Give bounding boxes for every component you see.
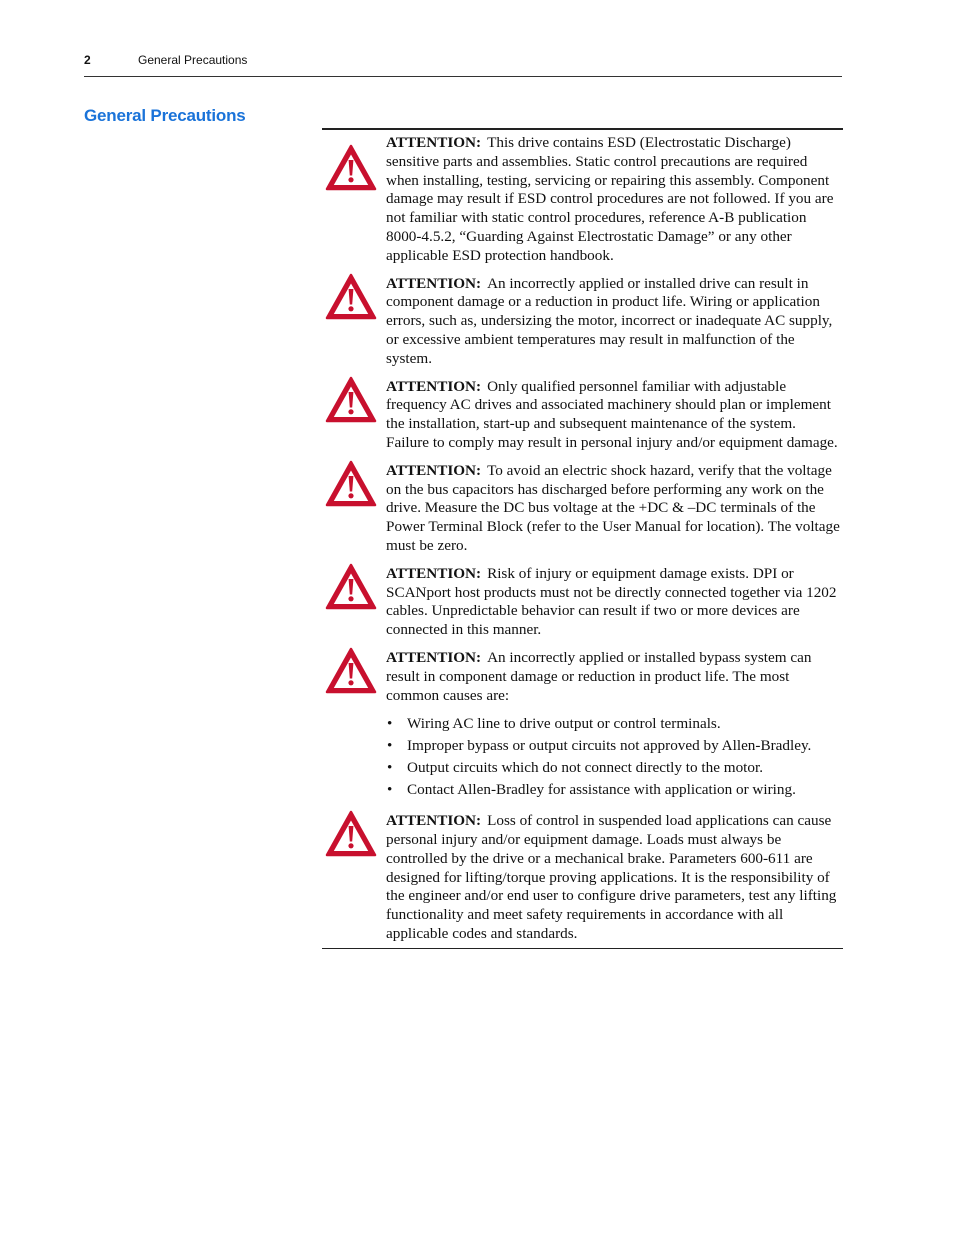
notice-text: Loss of control in suspended load applications can cause personal injury and/or equipment damage. Loads must always be controlled by the drive or a mechanical brake. Parameters 600-611 are designed for lifting/torque proving applications. It is the responsibility of the engineer and/or end user to configure drive parameters, test any lifting functionality and meet safety requirements in accordance with all applicable codes and standards. [386,812,837,943]
warning-triangle-icon [325,810,377,858]
attention-label: ATTENTION: [386,461,482,479]
attention-notice-misapplication [322,275,843,369]
running-title: General Precautions [138,53,248,67]
attention-notice-qualified-personnel [322,378,843,453]
notice-text: An incorrectly applied or installed drive can result in component damage or a reduction in product life. Wiring or application errors, such as, undersizing the motor, incorrect or inadequate AC supply, or excessive ambient temperatures may result in malfunction of the system. [386,274,833,367]
list-item: • Wiring AC line to drive output or control terminals. [386,715,841,734]
attention-notice-bypass [322,649,843,803]
warning-triangle-icon [325,647,377,695]
attention-label: ATTENTION: [386,377,482,395]
notice-text: To avoid an electric shock hazard, verify that the voltage on the bus capacitors has discharged before performing any work on the drive. Measure the DC bus voltage at the +DC & –DC terminals of the Power Terminal Block (refer to the User Manual for location). The voltage must be zero. [386,461,840,554]
attention-label: ATTENTION: [386,564,482,582]
attention-label: ATTENTION: [386,274,482,292]
section-title: General Precautions [84,106,246,125]
notice-text: Risk of injury or equipment damage exists. DPI or SCANport host products must not be directly connected together via 1202 cables. Unpredictable behavior can result if two or more devices are connected in this manner. [386,564,837,639]
warning-triangle-icon [325,273,377,321]
attention-label: ATTENTION: [386,812,482,830]
warning-triangle-icon [325,460,377,508]
attention-notices [322,128,843,949]
notice-text: This drive contains ESD (Electrostatic Discharge) sensitive parts and assemblies. Static control precautions are required when installing, testing, servicing or repairing this assembly. Component damage may result if ESD control procedures are not followed. If you are not familiar with static control procedures, reference A-B publication 8000-4.5.2, “Guarding Against Electrostatic Damage” or any other applicable ESD protection handbook. [386,134,834,264]
attention-notice-dpi-scanport [322,565,843,640]
notice-text: Only qualified personnel familiar with adjustable frequency AC drives and associated machinery should plan or implement the installation, start-up and subsequent maintenance of the system. Failure to comply may result in personal injury and/or equipment damage. [386,377,838,451]
attention-notice-esd [322,134,843,266]
bypass-causes-list [386,715,841,800]
warning-triangle-icon [325,376,377,424]
notice-text: An incorrectly applied or installed bypass system can result in component damage or reduction in product life. The most common causes are: [386,648,812,704]
list-item: • Contact Allen-Bradley for assistance with application or wiring. [386,781,841,800]
page-number: 2 [84,53,91,67]
list-item: • Output circuits which do not connect directly to the motor. [386,759,841,778]
running-header [84,52,842,77]
warning-triangle-icon [325,144,377,192]
attention-label: ATTENTION: [386,134,482,151]
attention-notice-shock-hazard [322,462,843,556]
attention-notice-suspended-load [322,812,843,944]
attention-label: ATTENTION: [386,648,482,666]
warning-triangle-icon [325,563,377,611]
list-item: • Improper bypass or output circuits not approved by Allen-Bradley. [386,737,841,756]
